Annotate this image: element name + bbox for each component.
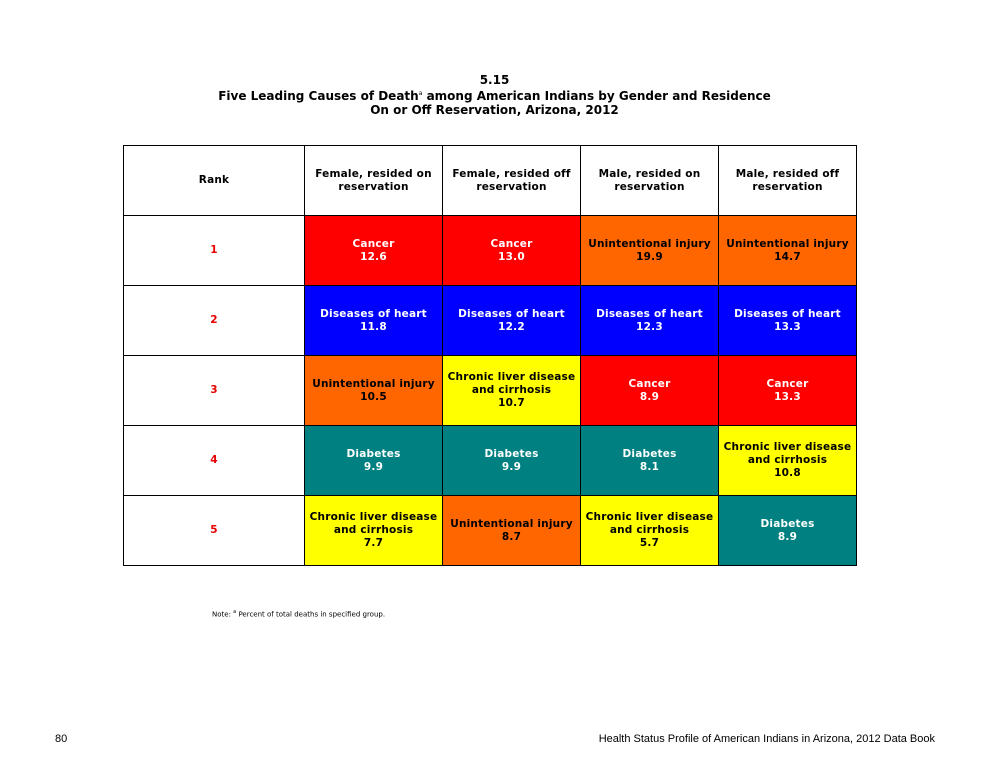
- cause-label: Diseases of heart: [458, 307, 565, 320]
- cause-cell: [581, 286, 719, 356]
- title-text-pre: Five Leading Causes of Death: [218, 89, 419, 103]
- column-header: Male, resided off reservation: [719, 146, 857, 216]
- percent-value: 13.0: [498, 250, 525, 263]
- causes-of-death-table: [123, 145, 857, 566]
- cause-label: Unintentional injury: [450, 517, 573, 530]
- cause-cell: [305, 426, 443, 496]
- table-title-line1: [0, 87, 989, 103]
- rank-cell: 3: [124, 356, 305, 426]
- cause-cell: [719, 216, 857, 286]
- percent-value: 10.7: [498, 397, 525, 409]
- cause-cell: [305, 286, 443, 356]
- cause-cell: [443, 426, 581, 496]
- table-number: 5.15: [479, 73, 510, 87]
- column-header: Male, resided on reservation: [581, 146, 719, 216]
- percent-value: 8.1: [639, 460, 660, 473]
- percent-value: 12.3: [636, 320, 663, 333]
- table-row: [124, 356, 857, 426]
- rank-cell: 1: [124, 216, 305, 286]
- cause-label: Chronic liver disease and cirrhosis: [585, 511, 714, 536]
- cause-cell: [443, 496, 581, 566]
- cause-cell: [581, 496, 719, 566]
- cause-label: Chronic liver disease and cirrhosis: [309, 511, 438, 536]
- cause-cell: [443, 216, 581, 286]
- cause-cell: [719, 356, 857, 426]
- title-block: [0, 73, 989, 117]
- title-text-post: among American Indians by Gender and Residence: [422, 89, 771, 103]
- percent-value: 8.7: [501, 530, 522, 543]
- cause-cell: [719, 496, 857, 566]
- percent-value: 5.7: [639, 537, 660, 549]
- rank-header: Rank: [124, 146, 305, 216]
- cause-label: Chronic liver disease and cirrhosis: [447, 371, 576, 396]
- percent-value: 12.2: [498, 320, 525, 333]
- percent-value: 12.6: [360, 250, 387, 263]
- title-footnote-marker: a: [418, 90, 423, 97]
- percent-value: 10.8: [774, 467, 801, 479]
- cause-label: Diabetes: [484, 447, 539, 460]
- cause-label: Cancer: [766, 377, 809, 390]
- table-body: [124, 216, 857, 566]
- cause-label: Diseases of heart: [734, 307, 841, 320]
- cause-label: Cancer: [628, 377, 671, 390]
- column-header: Female, resided on reservation: [305, 146, 443, 216]
- cause-label: Cancer: [490, 237, 533, 250]
- percent-value: 8.9: [639, 390, 660, 403]
- cause-cell: [305, 496, 443, 566]
- book-title: Health Status Profile of American Indians in Arizona, 2012 Data Book: [598, 733, 935, 745]
- percent-value: 9.9: [501, 460, 522, 473]
- cause-label: Diseases of heart: [596, 307, 703, 320]
- rank-cell: 4: [124, 426, 305, 496]
- cause-label: Diabetes: [760, 517, 815, 530]
- column-header: Female, resided off reservation: [443, 146, 581, 216]
- cause-label: Diabetes: [346, 447, 401, 460]
- cause-label: Unintentional injury: [312, 377, 435, 390]
- rank-cell: 2: [124, 286, 305, 356]
- percent-value: 13.3: [774, 390, 801, 403]
- percent-value: 19.9: [636, 250, 663, 263]
- page-number: 80: [55, 733, 68, 745]
- cause-label: Unintentional injury: [588, 237, 711, 250]
- cause-cell: [581, 426, 719, 496]
- cause-cell: [719, 286, 857, 356]
- cause-cell: [443, 286, 581, 356]
- percent-value: 13.3: [774, 320, 801, 333]
- percent-value: 9.9: [363, 460, 384, 473]
- cause-cell: [305, 216, 443, 286]
- percent-value: 14.7: [774, 250, 801, 263]
- percent-value: 10.5: [360, 390, 387, 403]
- rank-cell: 5: [124, 496, 305, 566]
- cause-label: Chronic liver disease and cirrhosis: [723, 441, 852, 466]
- percent-value: 7.7: [363, 537, 384, 549]
- header-row: [124, 146, 857, 216]
- cause-label: Unintentional injury: [726, 237, 849, 250]
- cause-cell: [443, 356, 581, 426]
- cause-cell: [581, 216, 719, 286]
- note-prefix: Note:: [212, 610, 234, 619]
- note-marker: a: [233, 609, 237, 615]
- percent-value: 11.8: [360, 320, 387, 333]
- table-title-line2: On or Off Reservation, Arizona, 2012: [370, 103, 619, 117]
- cause-label: Diabetes: [622, 447, 677, 460]
- percent-value: 8.9: [777, 530, 798, 543]
- table-row: [124, 426, 857, 496]
- table-row: [124, 216, 857, 286]
- table-row: [124, 286, 857, 356]
- cause-label: Cancer: [352, 237, 395, 250]
- table-row: [124, 496, 857, 566]
- footnote: [212, 609, 385, 618]
- note-text: Percent of total deaths in specified group.: [236, 610, 386, 619]
- cause-cell: [719, 426, 857, 496]
- cause-cell: [305, 356, 443, 426]
- cause-cell: [581, 356, 719, 426]
- cause-label: Diseases of heart: [320, 307, 427, 320]
